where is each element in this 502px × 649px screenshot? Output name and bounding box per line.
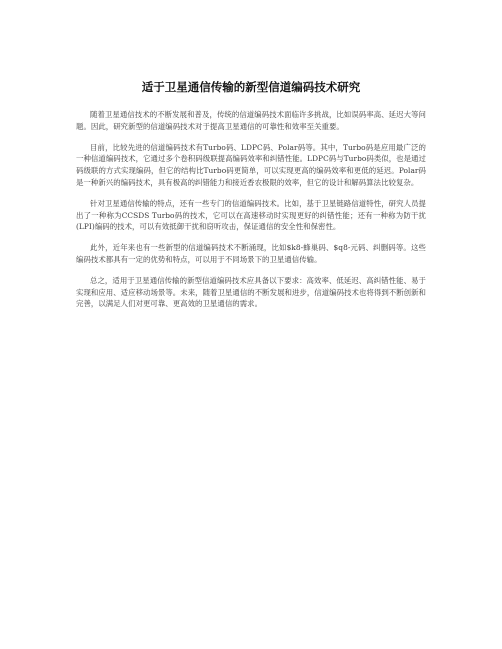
paragraph-1: 随着卫星通信技术的不断发展和普及，传统的信道编码技术面临许多挑战，比如误码率高、延迟大等问题。因此，研究新型的信道编码技术对于提高卫星通信的可靠性和效率至关重要。	[76, 110, 426, 131]
paragraph-4: 此外，近年来也有一些新型的信道编码技术不断涌现，比如$k8-蜂巢码、$q8-元码、纠删码等。这些编码技术都具有一定的优势和特点，可以用于不同场景下的卫星通信传输。	[76, 243, 426, 264]
document-body	[76, 109, 426, 319]
paragraph-2: 目前，比较先进的信道编码技术有Turbo码、LDPC码、Polar码等。其中，Turbo码是应用最广泛的一种信道编码技术，它通过多个卷积码级联提高编码效率和纠错性能。LDPC码与Turbo码类似，也是通过码级联的方式实现编码，但它的结构比Turbo码更简单，可以实现更高的编码效率和更低的延迟。Polar码是一种新兴的编码技术，具有极高的纠错能力和接近香农极限的效率，但它的设计和解码算法比较复杂。	[76, 142, 426, 187]
document-title: 适于卫星通信传输的新型信道编码技术研究	[141, 80, 361, 94]
paragraph-3: 针对卫星通信传输的特点，还有一些专门的信道编码技术。比如，基于卫星链路信道特性，研究人员提出了一种称为CCSDS Turbo码的技术，它可以在高速移动时实现更好的纠错性能；还有一种称为防干扰(LPI)编码的技术，可以有效抵御干扰和窃听攻击，保证通信的安全性和保密性。	[76, 198, 426, 232]
paragraph-5: 总之，适用于卫星通信传输的新型信道编码技术应具备以下要求：高效率、低延迟、高纠错性能、易于实现和应用、适应移动场景等。未来，随着卫星通信的不断发展和进步，信道编码技术也将得到不断创新和完善，以满足人们对更可靠、更高效的卫星通信的需求。	[76, 275, 426, 309]
